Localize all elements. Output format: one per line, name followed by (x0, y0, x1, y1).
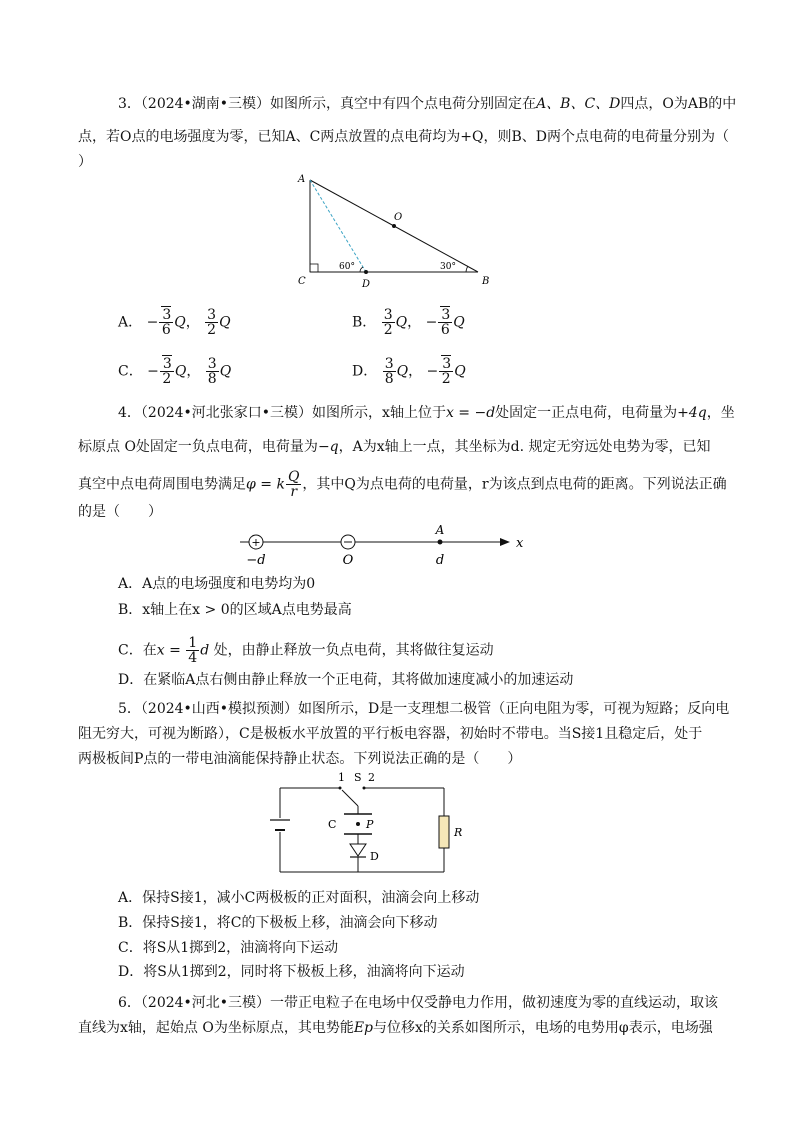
q5-circuit-figure (268, 768, 468, 880)
label-s: S (354, 771, 362, 784)
label-30deg: 30° (440, 262, 456, 272)
q5-option-b[interactable]: B．保持S接1，将C的下极板上移，油滴会向下移动 (118, 915, 438, 931)
q4-option-a[interactable]: A．A点的电场强度和电势均为0 (118, 576, 316, 592)
q6-line1: 6．（2024•河北•三模）一带正电粒子在电场中仅受静电力作用，做初速度为零的直线运动，取该 (118, 995, 719, 1011)
label-c: C (328, 818, 337, 831)
point-d (364, 270, 368, 274)
label-d: d (435, 553, 445, 568)
label-r: R (454, 826, 463, 839)
q4-line2: 标原点 O处固定一负点电荷，电荷量为−q，A为x轴上一点，其坐标为d. 规定无穷远处电势为零，已知 (78, 439, 711, 455)
label-neg-d: −d (246, 553, 266, 568)
q4-option-d[interactable]: D．在紧临A点右侧由静止释放一个正电荷，其将做加速度减小的加速运动 (118, 672, 574, 688)
q4-option-b[interactable]: B．x轴上在x > 0的区域A点电势最高 (118, 602, 352, 618)
q4-option-c[interactable]: C．在x = $\frac{1}{4}$ d 处，由静止释放一负点电荷，其将做往复运动 (118, 635, 494, 666)
resistor-icon (439, 816, 449, 848)
q3-option-a[interactable]: A． − $\frac{3}{6}$ Q， $\frac{3}{2}$ Q (118, 307, 231, 338)
q5-option-c[interactable]: C．将S从1掷到2，油滴将向下运动 (118, 940, 339, 956)
q3-triangle-figure (290, 168, 500, 290)
label-a: A (435, 523, 445, 537)
q5-line2: 阻无穷大，可视为断路），C是极板水平放置的平行板电容器，初始时不带电。当S接1且稳定后，处于 (78, 726, 703, 742)
diode-icon (350, 844, 366, 872)
q3-option-d[interactable]: D． $\frac{3}{8}$ Q， − $\frac{3}{2}$ Q (352, 356, 466, 387)
q4-line3: 真空中点电荷周围电势满足φ = k $\frac{Q}{r}$ ，其中Q为点电荷的电荷量，r为该点到点电荷的距离。下列说法正确 (78, 469, 727, 500)
svg-text:+: + (251, 536, 261, 549)
oil-drop-dot (356, 822, 360, 826)
label-x: x (516, 536, 524, 551)
label-60deg: 60° (339, 262, 355, 272)
switch-icon (339, 787, 366, 815)
q5-line3: 两极板间P点的一带电油滴能保持静止状态。下列说法正确的是（ ） (78, 751, 522, 767)
battery-icon (270, 820, 290, 830)
q5-line1: 5．（2024•山西•模拟预测）如图所示，D是一支理想二极管（正向电阻为零，可视为短路；反向电 (118, 701, 730, 717)
point-o (392, 224, 396, 228)
label-d: D (370, 850, 379, 863)
angle-arc-60 (360, 267, 363, 272)
q4-line1: 4．（2024•河北张家口•三模）如图所示，x轴上位于x = −d处固定一正点电荷，电荷量为+4q，坐 (118, 405, 735, 421)
q4-line4: 的是（ ） (78, 504, 162, 520)
label-origin: O (342, 553, 354, 568)
q3-line2: 点，若O点的电场强度为零，已知A、C两点放置的点电荷均为+Q，则B、D两个点电荷的电荷量分别为（ (78, 129, 730, 145)
q5-option-a[interactable]: A．保持S接1，减小C两极板的正对面积，油滴会向上移动 (118, 890, 480, 906)
q3-option-c[interactable]: C． − $\frac{3}{2}$ Q， $\frac{3}{8}$ Q (118, 356, 232, 387)
label-p: P (366, 818, 374, 831)
point-a-dot (438, 540, 443, 545)
label-b: B (482, 276, 490, 287)
label-d: D (362, 279, 371, 290)
q5-option-d[interactable]: D．将S从1掷到2，同时将下极板上移，油滴将向下运动 (118, 964, 465, 980)
q6-line2: 直线为x轴，起始点 O为坐标原点，其电势能Ep与位移x的关系如图所示，电场的电势用φ表示，电场强 (78, 1020, 713, 1036)
label-1: 1 (338, 771, 345, 784)
tri-dashed-ad (310, 180, 366, 272)
x-axis-arrow (500, 538, 510, 546)
label-c: C (298, 276, 306, 287)
q3-option-b[interactable]: B． $\frac{3}{2}$ Q， − $\frac{3}{6}$ Q (352, 307, 465, 338)
label-a: A (298, 174, 306, 185)
label-o: O (394, 212, 403, 223)
label-2: 2 (368, 771, 375, 784)
angle-arc-30 (466, 266, 468, 272)
q3-line3: ） (78, 154, 92, 170)
right-angle-mark (310, 264, 318, 272)
q3-line1: 3．（2024•湖南•三模）如图所示，真空中有四个点电荷分别固定在A、B、C、D四点，O为AB的中 (118, 96, 737, 112)
q4-axis-figure (240, 522, 530, 570)
